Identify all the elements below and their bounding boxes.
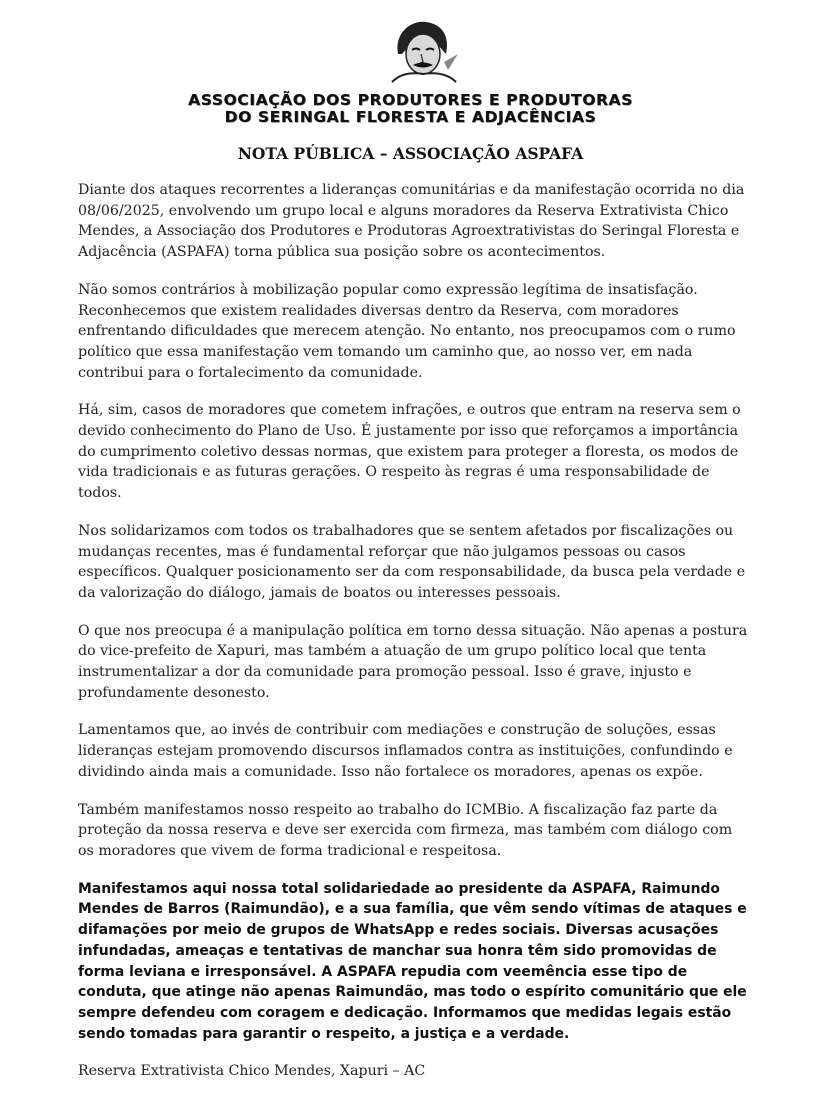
paragraph: Diante dos ataques recorrentes a lideranças comunitárias e da manifestação ocorrida no dia 08/06/2025, envolvendo um grupo local e alguns moradores da Reserva Extrativista Chico Mendes, a Associação dos Produtores e Produtoras Agroextrativistas do Seringal Floresta e Adjacência (ASPAFA) torna pública sua posição sobre os acontecimentos. [78, 182, 745, 261]
portrait-logo-icon [384, 14, 462, 84]
document-title: NOTA PÚBLICA – ASSOCIAÇÃO ASPAFA [237, 144, 584, 163]
paragraph: Também manifestamos nosso respeito ao trabalho do ICMBio. A fiscalização faz parte da proteção da nossa reserva e deve ser exercida com firmeza, mas também com diálogo com os moradores que vivem de forma tradicional e respeitosa. [78, 801, 733, 859]
org-name-line1: ASSOCIAÇÃO DOS PRODUTORES E PRODUTORAS [188, 91, 633, 109]
paragraph: Lamentamos que, ao invés de contribuir com mediações e construção de soluções, essas lideranças estejam promovendo discursos inflamados contra as instituições, confundindo e dividindo ainda mais a comunidade. Isso não fortalece os moradores, apenas os expõe. [78, 722, 733, 780]
paragraph: O que nos preocupa é a manipulação política em torno dessa situação. Não apenas a postura do vice-prefeito de Xapuri, mas também a atuação de um grupo político local que tenta instrumentalizar a dor da comunidade para promoção pessoal. Isso é grave, injusto e profundamente desonesto. [78, 622, 748, 701]
paragraph: Não somos contrários à mobilização popular como expressão legítima de insatisfação. Reconhecemos que existem realidades diversas dentro da Reserva, com moradores enfrentando dificuldades que merecem atenção. No entanto, nos preocupamos com o rumo político que essa manifestação vem tomando um caminho que, ao nosso ver, em nada contribui para o fortalecimento da comunidade. [78, 281, 736, 381]
org-name-line2: DO SERINGAL FLORESTA E ADJACÊNCIAS [224, 108, 597, 126]
paragraph: Nos solidarizamos com todos os trabalhadores que se sentem afetados por fiscalizações ou mudanças recentes, mas é fundamental reforçar que não julgamos pessoas ou casos específicos. Qualquer posicionamento ser da com responsabilidade, da busca pela verdade e da valorização do diálogo, jamais de boatos ou interesses pessoais. [78, 522, 746, 601]
solidarity-paragraph: Manifestamos aqui nossa total solidariedade ao presidente da ASPAFA, Raimundo Mendes de Barros (Raimundão), e a sua família, que vêm sendo vítimas de ataques e difamações por meio de grupos de WhatsApp e redes sociais. Diversas acusações infundadas, ameaças e tentativas de manchar sua honra têm sido promovidas de forma leviana e irresponsável. A ASPAFA repudia com veemência esse tipo de conduta, que atinge não apenas Raimundão, mas todo o espírito comunitário que ele sempre defendeu com coragem e dedicação. Informamos que medidas legais estão sendo tomadas para garantir o respeito, a justiça e a verdade. [78, 880, 747, 1042]
letterhead [0, 0, 821, 132]
signoff-line: Reserva Extrativista Chico Mendes, Xapuri – AC [78, 1063, 426, 1080]
document-body [78, 180, 750, 1099]
paragraph: Há, sim, casos de moradores que cometem infrações, e outros que entram na reserva sem o devido conhecimento do Plano de Uso. É justamente por isso que reforçamos a importância do cumprimento coletivo dessas normas, que existem para proteger a floresta, os modos de vida tradicionais e as futuras gerações. O respeito às regras é uma responsabilidade de todos. [78, 402, 741, 502]
